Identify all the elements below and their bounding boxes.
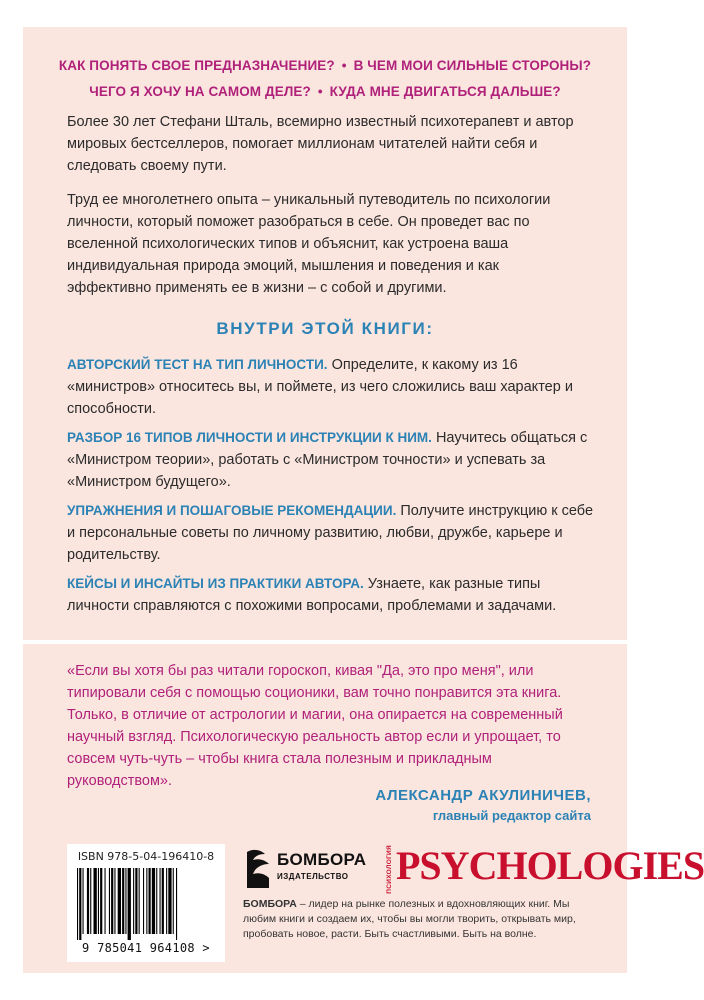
psychologies-logo: [386, 839, 704, 895]
question-1: КАК ПОНЯТЬ СВОЕ ПРЕДНАЗНАЧЕНИЕ?: [58, 58, 335, 73]
intro-paragraph-2: Труд ее многолетнего опыта – уникальный путеводитель по психологии личности, который поможет разобраться в себе. Он проведет вас по вселенной психологических типов и объяснит, как устроена ваша индивидуальная природа эмоций, мышления и поведения и как эффективно применять ее в жизни – с собой и другими.: [67, 192, 551, 296]
feature-item: [67, 573, 597, 617]
feature-item: [67, 354, 597, 420]
bombora-wave-icon: [243, 846, 273, 890]
feature-text: Получите инструкцию к себе и персональные советы по личному развитию, любви, дружбе, карьере и родительству.: [67, 503, 594, 563]
feature-text: Научитесь общаться с «Министром теории», работать с «Министром точности» и успевать за «Министром будущего».: [67, 430, 588, 490]
publisher-description: [243, 897, 603, 942]
barcode-graphic: [75, 868, 217, 940]
psychologies-side-label: ПСИХОЛОГИЯ: [386, 845, 393, 894]
author-role: главный редактор сайта: [432, 808, 591, 823]
feature-item: [67, 427, 597, 493]
section-divider: [23, 640, 627, 644]
author-name: АЛЕКСАНДР АКУЛИНИЧЕВ,: [375, 787, 591, 804]
publisher-description-text: – лидер на рынке полезных и вдохновляющих книг. Мы любим книги и создаем их, чтобы вы могли творить, открывать мир, пробовать новое, расти. Быть счастливыми. Быть на волне.: [243, 898, 576, 940]
feature-lead: УПРАЖНЕНИЯ И ПОШАГОВЫЕ РЕКОМЕНДАЦИИ.: [67, 503, 397, 518]
bullet-separator: •: [341, 58, 347, 73]
isbn-label: ISBN 978-5-04-196410-8: [77, 850, 215, 863]
publisher-description-name: БОМБОРА: [243, 898, 297, 910]
barcode-box: [67, 844, 225, 962]
back-cover: [23, 27, 704, 973]
review-quote: «Если вы хотя бы раз читали гороскоп, кивая "Да, это про меня", или типировали себя с помощью соционики, вам точно понравится эта книга. Только, в отличие от астрологии и магии, она опирается на современный научный взгляд. Психологическую реальность автор если и упрощает, то совсем чуть-чуть – чтобы книга стала полезным и прикладным руководством».: [67, 663, 563, 789]
feature-lead: РАЗБОР 16 ТИПОВ ЛИЧНОСТИ И ИНСТРУКЦИИ К НИМ.: [67, 430, 432, 445]
questions-block: [23, 53, 627, 105]
question-2: В ЧЕМ МОИ СИЛЬНЫЕ СТОРОНЫ?: [353, 58, 592, 73]
inside-book-heading: ВНУТРИ ЭТОЙ КНИГИ:: [216, 319, 434, 338]
bombora-name: БОМБОРА: [277, 850, 367, 869]
feature-lead: АВТОРСКИЙ ТЕСТ НА ТИП ЛИЧНОСТИ.: [67, 357, 328, 372]
feature-lead: КЕЙСЫ И ИНСАЙТЫ ИЗ ПРАКТИКИ АВТОРА.: [67, 576, 364, 591]
bombora-logo: [243, 844, 383, 894]
bombora-subtitle: ИЗДАТЕЛЬСТВО: [277, 872, 349, 881]
bullet-separator: •: [317, 84, 323, 99]
feature-text: Узнаете, как разные типы личности справляются с похожими вопросами, проблемами и задачами.: [67, 576, 557, 614]
feature-item: [67, 500, 597, 566]
question-3: ЧЕГО Я ХОЧУ НА САМОМ ДЕЛЕ?: [89, 84, 311, 99]
question-4: КУДА МНЕ ДВИГАТЬСЯ ДАЛЬШЕ?: [329, 84, 561, 99]
psychologies-word: PSYCHOLOGIES: [396, 843, 704, 888]
barcode-digits: 9 785041 964108 >: [82, 941, 210, 955]
quote-author: [375, 785, 591, 825]
intro-paragraph-1: Более 30 лет Стефани Шталь, всемирно известный психотерапевт и автор мировых бестселлеров, помогает миллионам читателей найти себя и следовать своему пути.: [67, 114, 574, 174]
feature-text: Определите, к какому из 16 «министров» относитесь вы, и поймете, из чего сложились ваш характер и способности.: [67, 357, 573, 417]
